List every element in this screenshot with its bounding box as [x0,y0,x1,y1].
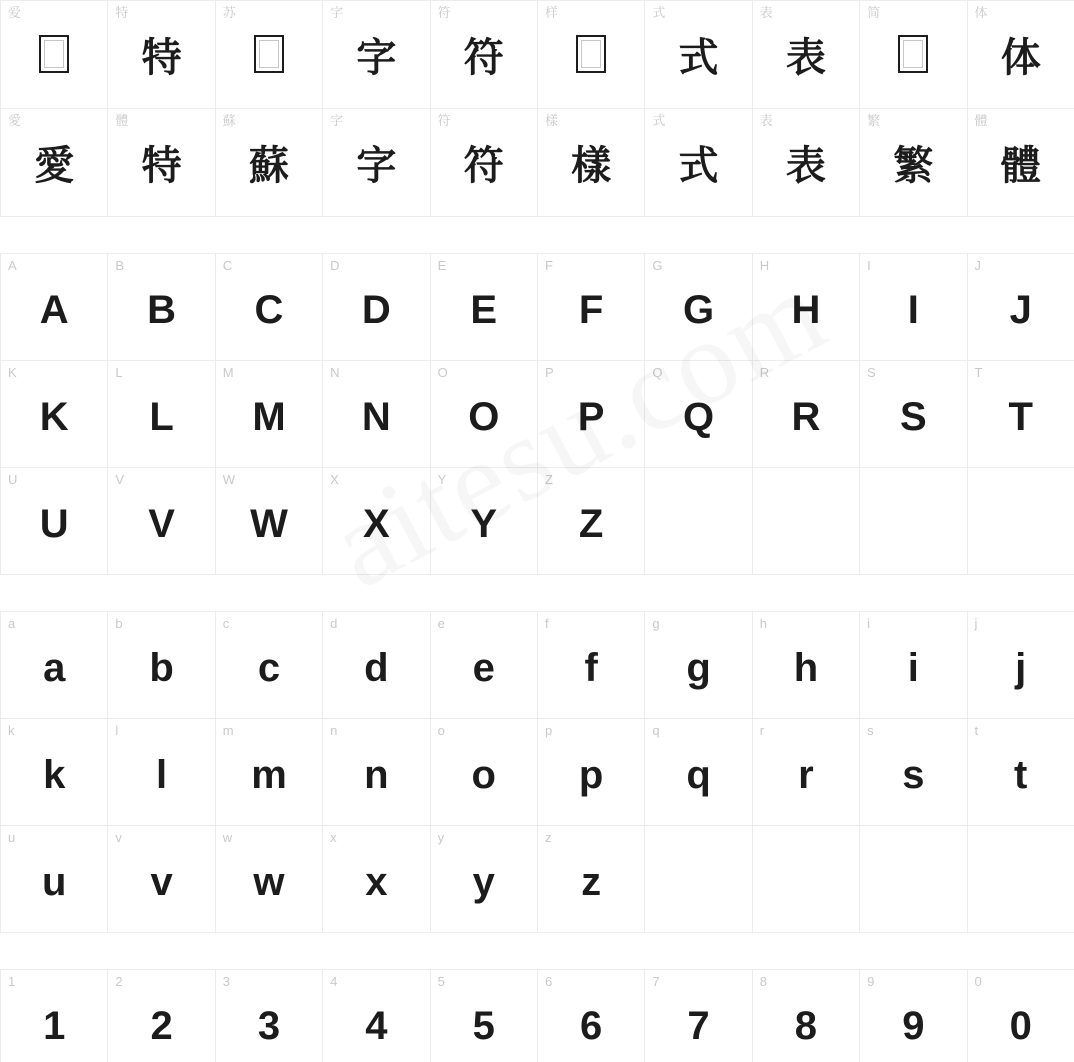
glyph-cell[interactable] [860,719,967,826]
glyph-cell[interactable] [216,826,323,933]
glyph-grid-uppercase-latin [0,253,1074,575]
glyph-cell[interactable] [1,109,108,217]
glyph-code-label: 简 [867,5,881,20]
glyph-code-label: 苏 [222,5,236,20]
glyph-cell[interactable] [538,468,645,575]
glyph-character: 8 [794,1004,818,1048]
glyph-cell[interactable] [753,719,860,826]
glyph-code-label: p [544,723,553,738]
glyph-code-label: w [222,830,233,845]
glyph-character: 愛 [34,143,75,188]
glyph-cell[interactable] [538,254,645,361]
glyph-character: M [252,395,286,439]
glyph-code-label: N [330,365,340,380]
glyph-character: 特 [141,35,182,80]
glyph-code-label: C [222,258,233,273]
tofu-box-icon [898,35,928,73]
glyph-character: y [472,860,495,904]
glyph-cell[interactable] [538,719,645,826]
glyph-code-label: U [8,472,18,487]
glyph-code-label: g [652,616,660,631]
glyph-cell[interactable] [431,254,538,361]
glyph-code-label: 符 [437,113,451,128]
glyph-cell-empty [753,468,860,575]
glyph-cell[interactable] [323,468,430,575]
glyph-cell[interactable] [108,254,215,361]
glyph-cell[interactable] [860,109,967,217]
glyph-code-label: 8 [759,974,767,989]
glyph-character: Y [470,502,498,546]
glyph-code-label: i [867,616,871,631]
glyph-code-label: d [330,616,338,631]
glyph-code-label: t [974,723,979,738]
glyph-cell[interactable] [431,468,538,575]
glyph-cell[interactable] [216,361,323,468]
glyph-code-label: L [115,365,123,380]
glyph-cell[interactable] [323,109,430,217]
glyph-character: J [1009,288,1032,332]
glyph-character: m [251,753,287,797]
glyph-code-label: 4 [330,974,338,989]
glyph-cell[interactable] [323,719,430,826]
glyph-code-label: O [437,365,448,380]
glyph-cell[interactable] [216,719,323,826]
glyph-character: z [581,860,602,904]
glyph-character: G [682,288,715,332]
glyph-code-label: u [8,830,16,845]
glyph-cell[interactable] [431,826,538,933]
glyph-code-label: 符 [437,5,451,20]
glyph-code-label: k [8,723,15,738]
glyph-cell[interactable] [753,612,860,719]
glyph-character: E [470,288,498,332]
glyph-character: F [578,288,604,332]
glyph-cell[interactable] [108,468,215,575]
glyph-grid-lowercase-latin [0,611,1074,933]
glyph-cell[interactable] [753,361,860,468]
glyph-code-label: b [115,616,123,631]
glyph-character: o [471,753,496,797]
glyph-character: B [147,288,177,332]
glyph-code-label: E [437,258,447,273]
glyph-code-label: A [8,258,17,273]
glyph-cell[interactable] [968,719,1074,826]
glyph-code-label: f [544,616,549,631]
glyph-code-label: Q [652,365,663,380]
glyph-cell[interactable] [1,254,108,361]
glyph-cell[interactable] [216,109,323,217]
glyph-code-label: 9 [867,974,875,989]
glyph-cell[interactable] [431,1,538,109]
glyph-character: j [1015,646,1027,690]
glyph-cell[interactable] [645,254,752,361]
glyph-code-label: F [544,258,553,273]
glyph-cell[interactable] [645,361,752,468]
glyph-character: 蘇 [248,143,289,188]
glyph-cell[interactable] [753,254,860,361]
glyph-code-label: V [115,472,125,487]
glyph-cell[interactable] [216,254,323,361]
glyph-cell[interactable] [108,109,215,217]
glyph-character: C [254,288,284,332]
glyph-character: 樣 [571,143,612,188]
glyph-character: 2 [150,1004,173,1048]
glyph-code-label: 體 [974,113,988,128]
block-separator [0,933,1074,969]
glyph-character: 式 [678,35,719,80]
glyph-character: 繁 [893,143,934,188]
glyph-cell[interactable] [645,719,752,826]
glyph-cell[interactable] [968,970,1074,1062]
glyph-cell[interactable] [108,612,215,719]
glyph-code-label: J [974,258,982,273]
glyph-cell[interactable] [108,361,215,468]
glyph-character: A [39,288,69,332]
glyph-cell[interactable] [968,1,1074,109]
glyph-code-label: D [330,258,340,273]
glyph-code-label: 式 [652,113,666,128]
glyph-missing-tofu [576,29,606,80]
glyph-character: K [39,395,69,439]
glyph-cell[interactable] [1,970,108,1062]
glyph-code-label: y [437,830,445,845]
glyph-character: c [257,646,281,690]
glyph-cell[interactable] [968,612,1074,719]
glyph-cell[interactable] [323,361,430,468]
glyph-code-label: 1 [8,974,16,989]
glyph-cell[interactable] [108,719,215,826]
glyph-code-label: S [867,365,876,380]
glyph-code-label: T [974,365,983,380]
glyph-character: 4 [365,1004,388,1048]
glyph-code-label: 表 [759,5,773,20]
glyph-character: q [686,753,711,797]
glyph-cell-empty [860,826,967,933]
glyph-character: R [791,395,821,439]
glyph-code-label: 6 [544,974,553,989]
glyph-character: u [41,860,67,904]
glyph-cell[interactable] [323,254,430,361]
glyph-character: I [907,288,919,332]
glyph-code-label: 蘇 [222,113,236,128]
glyph-grid-simplified-chinese-sample [0,0,1074,217]
glyph-cell[interactable] [323,826,430,933]
glyph-cell[interactable] [216,612,323,719]
glyph-character: 字 [356,35,397,80]
glyph-character: O [468,395,500,439]
glyph-cell[interactable] [753,970,860,1062]
glyph-cell[interactable] [216,1,323,109]
glyph-code-label: P [544,365,554,380]
glyph-cell-empty [645,826,752,933]
glyph-character: 符 [463,35,504,80]
glyph-cell[interactable] [108,826,215,933]
glyph-code-label: 樣 [544,113,558,128]
glyph-cell[interactable] [323,970,430,1062]
glyph-code-label: 式 [652,5,666,20]
glyph-cell[interactable] [323,1,430,109]
glyph-code-label: n [330,723,338,738]
glyph-code-label: o [437,723,445,738]
glyph-code-label: l [115,723,119,738]
glyph-cell[interactable] [860,361,967,468]
glyph-character: s [902,753,925,797]
glyph-missing-tofu [39,29,69,80]
glyph-character: w [253,860,285,904]
glyph-character: e [472,646,495,690]
glyph-character: g [686,646,711,690]
glyph-character: Z [578,502,604,546]
glyph-cell[interactable] [538,1,645,109]
glyph-code-label: c [222,616,230,631]
glyph-cell[interactable] [216,970,323,1062]
glyph-code-label: 爱 [8,5,22,20]
glyph-missing-tofu [254,29,284,80]
glyph-cell[interactable] [968,109,1074,217]
glyph-cell-empty [968,468,1074,575]
block-separator [0,575,1074,611]
glyph-cell[interactable] [860,970,967,1062]
glyph-character: 符 [463,143,504,188]
glyph-character: h [793,646,819,690]
glyph-code-label: B [115,258,125,273]
glyph-character: t [1014,753,1028,797]
tofu-box-icon [254,35,284,73]
glyph-missing-tofu [898,29,928,80]
glyph-cell[interactable] [753,1,860,109]
glyph-cell[interactable] [1,1,108,109]
glyph-cell-empty [645,468,752,575]
glyph-cell[interactable] [431,970,538,1062]
glyph-cell[interactable] [538,612,645,719]
glyph-code-label: e [437,616,445,631]
glyph-code-label: Z [544,472,553,487]
glyph-code-label: 繁 [867,113,881,128]
glyph-code-label: r [759,723,765,738]
glyph-character: 0 [1009,1004,1032,1048]
glyph-code-label: x [330,830,337,845]
glyph-code-label: 0 [974,974,982,989]
glyph-character: W [250,502,288,546]
glyph-character: 表 [785,35,826,80]
glyph-cell[interactable] [860,1,967,109]
glyph-character: r [798,753,814,797]
glyph-cell[interactable] [431,612,538,719]
glyph-code-label: j [974,616,978,631]
glyph-code-label: I [867,258,871,273]
glyph-code-label: 愛 [8,113,22,128]
glyph-code-label: q [652,723,660,738]
glyph-grid-digits [0,969,1074,1062]
glyph-character: P [577,395,605,439]
glyph-character: 9 [902,1004,925,1048]
glyph-character: Q [682,395,715,439]
glyph-character: 表 [785,143,826,188]
glyph-character: l [156,753,168,797]
glyph-cell-empty [753,826,860,933]
glyph-character: U [39,502,69,546]
glyph-code-label: G [652,258,663,273]
glyph-cell[interactable] [1,719,108,826]
glyph-code-label: 体 [974,5,988,20]
glyph-code-label: R [759,365,770,380]
glyph-character: 3 [257,1004,281,1048]
glyph-cell[interactable] [431,361,538,468]
glyph-code-label: X [330,472,339,487]
glyph-code-label: a [8,616,16,631]
glyph-cell[interactable] [860,612,967,719]
glyph-character: X [363,502,390,546]
glyph-character: n [364,753,389,797]
glyph-cell[interactable] [108,1,215,109]
glyph-character: a [43,646,66,690]
glyph-cell[interactable] [860,254,967,361]
glyph-code-label: 7 [652,974,660,989]
glyph-code-label: 样 [544,5,558,20]
glyph-code-label: H [759,258,770,273]
glyph-character: x [365,860,388,904]
glyph-code-label: K [8,365,17,380]
glyph-code-label: v [115,830,122,845]
glyph-code-label: z [544,830,552,845]
glyph-cell[interactable] [968,254,1074,361]
glyph-character: p [578,753,604,797]
tofu-box-icon [39,35,69,73]
glyph-character: L [149,395,174,439]
glyph-character: 式 [678,143,719,188]
glyph-character: 6 [580,1004,603,1048]
glyph-code-label: h [759,616,767,631]
glyph-code-label: m [222,723,234,738]
glyph-code-label: 5 [437,974,445,989]
glyph-cell[interactable] [538,970,645,1062]
glyph-cell[interactable] [538,361,645,468]
glyph-code-label: 表 [759,113,773,128]
glyph-character: k [43,753,66,797]
glyph-character: S [899,395,927,439]
glyph-cell[interactable] [645,109,752,217]
glyph-cell[interactable] [323,612,430,719]
glyph-cell[interactable] [968,361,1074,468]
glyph-code-label: W [222,472,236,487]
block-separator [0,217,1074,253]
glyph-cell[interactable] [645,1,752,109]
glyph-character: 5 [472,1004,495,1048]
glyph-cell-empty [860,468,967,575]
glyph-character: 7 [687,1004,710,1048]
glyph-cell[interactable] [538,109,645,217]
glyph-code-label: M [222,365,234,380]
glyph-cell[interactable] [645,970,752,1062]
glyph-character: N [361,395,391,439]
glyph-code-label: 特 [115,5,129,20]
glyph-cell[interactable] [431,109,538,217]
glyph-cell[interactable] [753,109,860,217]
glyph-cell[interactable] [431,719,538,826]
glyph-character: 字 [356,143,397,188]
glyph-code-label: 體 [115,113,129,128]
glyph-character: b [149,646,174,690]
glyph-code-label: 字 [330,113,344,128]
glyph-character: 體 [1000,143,1041,188]
glyph-character: f [584,646,598,690]
glyph-cell[interactable] [216,468,323,575]
glyph-cell-empty [968,826,1074,933]
glyph-cell[interactable] [108,970,215,1062]
glyph-character: i [907,646,919,690]
glyph-code-label: Y [437,472,447,487]
glyph-character: H [791,288,821,332]
glyph-character: V [148,502,175,546]
glyph-code-label: 字 [330,5,344,20]
glyph-character: T [1008,395,1033,439]
glyph-character: d [364,646,389,690]
tofu-box-icon [576,35,606,73]
glyph-character: 特 [141,143,182,188]
glyph-cell[interactable] [1,361,108,468]
glyph-character: 体 [1000,35,1041,80]
glyph-cell[interactable] [1,468,108,575]
glyph-character: 1 [43,1004,66,1048]
glyph-cell[interactable] [1,612,108,719]
glyph-code-label: 3 [222,974,231,989]
glyph-code-label: s [867,723,874,738]
glyph-character: D [361,288,391,332]
glyph-code-label: 2 [115,974,123,989]
glyph-cell[interactable] [538,826,645,933]
glyph-cell[interactable] [645,612,752,719]
glyph-character: v [150,860,173,904]
glyph-cell[interactable] [1,826,108,933]
